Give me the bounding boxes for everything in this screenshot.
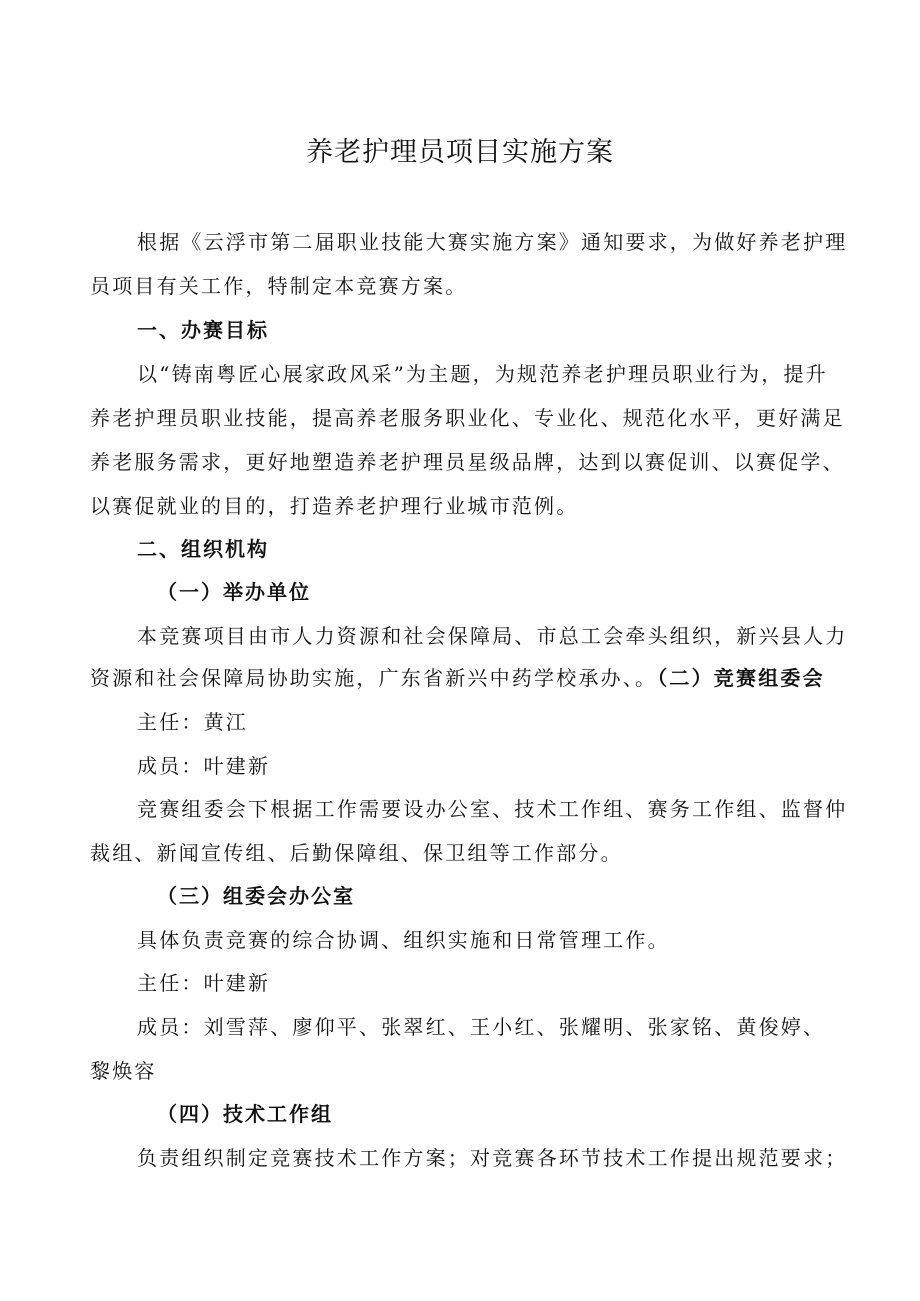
intro-paragraph-line: 员项目有关工作，特制定本竞赛方案。 bbox=[90, 274, 468, 298]
goals-paragraph-line: 以赛促就业的目的，打造养老护理行业城市范例。 bbox=[90, 494, 579, 518]
office-director: 主任：叶建新 bbox=[137, 971, 271, 995]
intro-paragraph-line: 根据《云浮市第二届职业技能大赛实施方案》通知要求，为做好养老护理 bbox=[137, 230, 848, 254]
committee-director: 主任：黄江 bbox=[137, 710, 248, 734]
office-members-line: 黎焕容 bbox=[90, 1059, 157, 1083]
tech-paragraph-line: 负责组织制定竞赛技术工作方案；对竞赛各环节技术工作提出规范要求； bbox=[137, 1146, 848, 1170]
committee-member: 成员：叶建新 bbox=[137, 754, 271, 778]
host-paragraph-line bbox=[90, 664, 825, 692]
subsection-heading-tech: （四）技术工作组 bbox=[157, 1102, 333, 1126]
section-heading-goals: 一、办赛目标 bbox=[137, 318, 269, 342]
committee-paragraph-line: 裁组、新闻宣传组、后勤保障组、保卫组等工作部分。 bbox=[90, 841, 623, 865]
committee-paragraph-line: 竞赛组委会下根据工作需要设办公室、技术工作组、赛务工作组、监督仲 bbox=[137, 797, 848, 821]
office-members-line: 成员：刘雪萍、廖仰平、张翠红、王小红、张耀明、张家铭、黄俊婷、 bbox=[137, 1015, 826, 1039]
document-title: 养老护理员项目实施方案 bbox=[306, 137, 614, 168]
office-duty: 具体负责竞赛的综合协调、组织实施和日常管理工作。 bbox=[137, 928, 670, 952]
subsection-heading-office: （三）组委会办公室 bbox=[157, 884, 355, 908]
goals-paragraph-line: 养老护理员职业技能，提高养老服务职业化、专业化、规范化水平，更好满足 bbox=[90, 406, 845, 430]
section-heading-organization: 二、组织机构 bbox=[137, 537, 269, 561]
goals-paragraph-line: 以“铸南粤匠心展家政风采”为主题，为规范养老护理员职业行为，提升 bbox=[137, 362, 828, 386]
goals-paragraph-line: 养老服务需求，更好地塑造养老护理员星级品牌，达到以赛促训、以赛促学、 bbox=[90, 450, 845, 474]
subsection-heading-committee: （二）竞赛组委会 bbox=[657, 666, 825, 690]
subsection-heading-host: （一）举办单位 bbox=[157, 580, 311, 604]
host-paragraph-text: 资源和社会保障局协助实施，广东省新兴中药学校承办、。 bbox=[90, 666, 658, 690]
host-paragraph-line: 本竞赛项目由市人力资源和社会保障局、市总工会牵头组织，新兴县人力 bbox=[137, 624, 848, 648]
